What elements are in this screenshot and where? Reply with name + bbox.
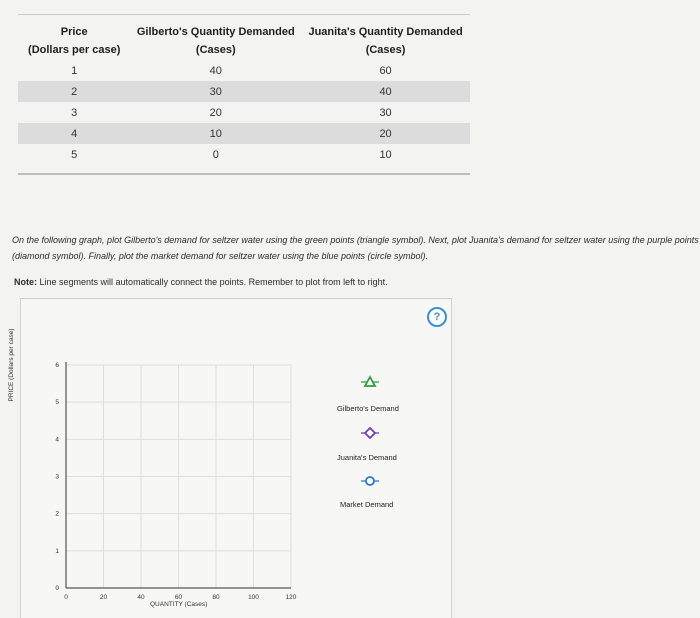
y-tick-label: 1 (55, 547, 59, 555)
x-axis-label: QUANTITY (Cases) (150, 601, 208, 608)
header-price-title: Price (60, 26, 88, 38)
gilberto-qty-cell: 40 (209, 64, 222, 77)
gilberto-qty-cell: 10 (130, 123, 301, 144)
x-tick-label: 40 (137, 594, 145, 601)
gilberto-qty-cell: 20 (209, 106, 222, 119)
x-tick-label: 60 (174, 594, 183, 601)
x-tick-label: 100 (248, 594, 259, 601)
price-cell: 5 (71, 148, 78, 161)
price-cell: 1 (71, 64, 78, 77)
y-axis-label: PRICE (Dollars per case) (8, 328, 15, 402)
gilberto-qty-cell: 30 (130, 81, 301, 102)
x-tick-label: 120 (285, 594, 297, 601)
price-cell: 4 (18, 123, 130, 144)
price-cell: 2 (18, 81, 130, 102)
y-tick-label: 3 (55, 473, 59, 481)
instructions-text: On the following graph, plot Gilberto's demand for seltzer water using the green points (triangle symbol). Next, plot Juanita's demand for seltzer water using the purple points (diamond symbol). Finally, plot the market demand for seltzer water using the blue points (circle symbol). (12, 235, 699, 261)
note-label: Note: (14, 277, 37, 287)
header-gilberto-unit: (Cases) (195, 44, 236, 56)
y-tick-label: 2 (55, 510, 59, 518)
triangle-icon[interactable] (365, 377, 375, 386)
y-tick-label: 6 (55, 362, 59, 369)
note-text: Line segments will automatically connect the points. Remember to plot from left to right. (39, 277, 388, 287)
price-cell: 3 (71, 106, 78, 119)
x-tick-label: 80 (212, 594, 220, 601)
help-button[interactable]: ? (427, 307, 447, 327)
legend-label-market: Market Demand (340, 500, 394, 509)
y-tick-label: 4 (55, 436, 59, 444)
x-tick-label: 20 (99, 594, 108, 601)
header-juanita-unit: (Cases) (365, 44, 406, 56)
header-price-unit: (Dollars per case) (28, 44, 121, 56)
legend-label-juanita: Juanita's Demand (337, 453, 397, 462)
header-juanita-title: Juanita's Quantity Demanded (308, 26, 463, 38)
juanita-qty-cell: 60 (379, 64, 392, 77)
juanita-qty-cell: 40 (301, 81, 470, 102)
juanita-qty-cell: 20 (301, 123, 470, 144)
header-gilberto-title: Gilberto's Quantity Demanded (136, 26, 295, 38)
juanita-qty-cell: 10 (379, 148, 392, 161)
circle-icon[interactable] (366, 477, 374, 485)
y-tick-label: 0 (55, 585, 59, 592)
y-tick-label: 5 (55, 399, 59, 407)
gilberto-qty-cell: 0 (212, 148, 219, 161)
legend-label-gilberto: Gilberto's Demand (337, 404, 399, 413)
juanita-qty-cell: 30 (379, 106, 392, 119)
x-tick-label: 0 (64, 594, 68, 601)
diamond-icon[interactable] (365, 428, 375, 438)
